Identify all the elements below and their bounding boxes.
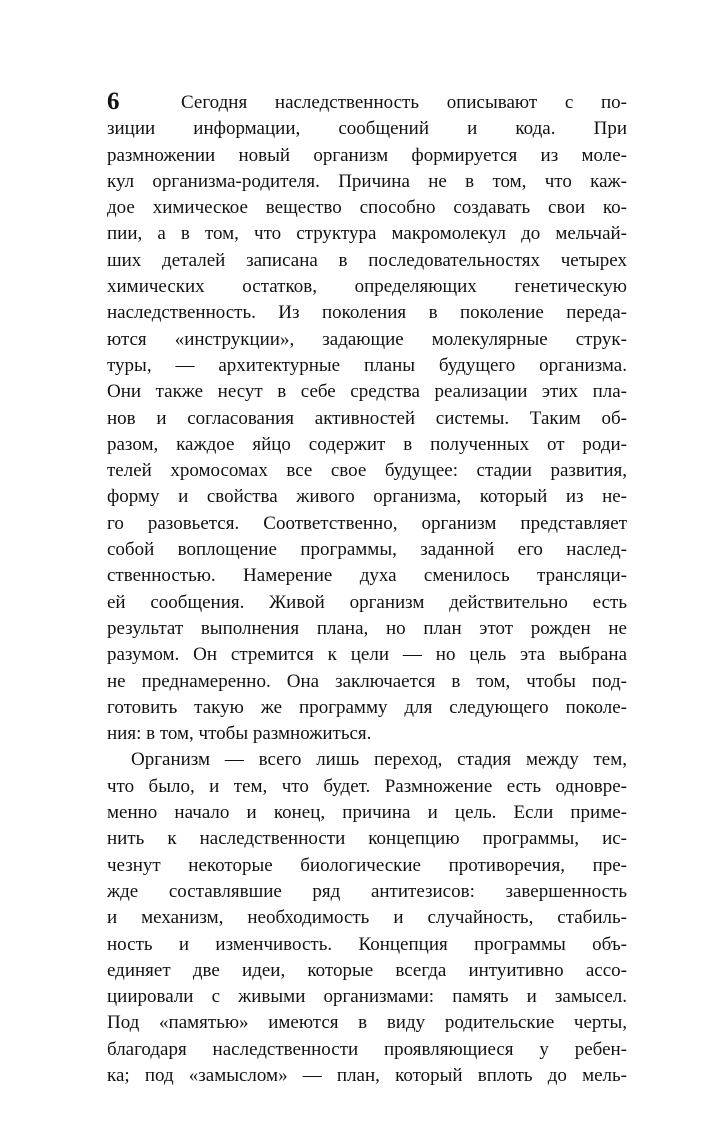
text-line: ственностью. Намерение духа сменилось трансляци- xyxy=(107,565,627,587)
text-line: Они также несут в себе средства реализации этих пла- xyxy=(107,381,627,403)
text-line: размножении новый организм формируется из моле- xyxy=(107,144,627,166)
text-line: телей хромосомах все свое будущее: стадии развития, xyxy=(107,460,627,482)
text-line: химических остатков, определяющих генетическую xyxy=(107,276,627,298)
text-line: ей сообщения. Живой организм действительно есть xyxy=(107,591,627,613)
text-line: ются «инструкции», задающие молекулярные струк- xyxy=(107,328,627,350)
text-line: дое химическое вещество способно создавать свои ко- xyxy=(107,197,627,219)
text-line: пии, а в том, что структура макромолекул до мельчай- xyxy=(107,223,627,245)
text-line: нов и согласования активностей системы. Таким об- xyxy=(107,407,627,429)
text-line: форму и свойства живого организма, который из не- xyxy=(107,486,627,508)
text-line: го разовьется. Соответственно, организм представляет xyxy=(107,512,627,534)
text-line: ния: в том, чтобы размножиться. xyxy=(107,723,372,745)
text-line: ность и изменчивость. Концепция программы объ- xyxy=(107,933,627,955)
text-line: жде составлявшие ряд антитезисов: завершенность xyxy=(107,880,627,902)
text-line: туры, — архитектурные планы будущего организма. xyxy=(107,354,627,376)
paragraph xyxy=(107,90,627,747)
text-line: Под «памятью» имеются в виду родительские черты, xyxy=(107,1012,627,1034)
text-line: Сегодня наследственность описывают с по- xyxy=(181,92,627,113)
text-line: зиции информации, сообщений и кода. При xyxy=(107,118,627,140)
body-text xyxy=(107,90,627,1089)
paragraph xyxy=(107,747,627,1089)
text-line: разом, каждое яйцо содержит в полученных от роди- xyxy=(107,433,627,455)
text-line: ка; под «замыслом» — план, который вплоть до мель- xyxy=(107,1064,627,1086)
text-line: кул организма-родителя. Причина не в том, что каж- xyxy=(107,170,627,192)
text-line: разумом. Он стремится к цели — но цель эта выбрана xyxy=(107,644,627,666)
text-line: благодаря наследственности проявляющиеся у ребен- xyxy=(107,1038,627,1060)
text-line: чезнут некоторые биологические противоречия, пре- xyxy=(107,854,627,876)
text-line: что было, и тем, что будет. Размножение есть одновре- xyxy=(107,775,627,797)
text-line: не преднамеренно. Она заключается в том, чтобы под- xyxy=(107,670,627,692)
text-line: Организм — всего лишь переход, стадия между тем, xyxy=(131,749,627,771)
page-number: 6 xyxy=(107,88,120,115)
text-line: и механизм, необходимость и случайность, стабиль- xyxy=(107,907,627,929)
text-line: ших деталей записана в последовательностях четырех xyxy=(107,249,627,271)
text-line: нить к наследственности концепцию программы, ис- xyxy=(107,828,627,850)
text-line: циировали с живыми организмами: память и замысел. xyxy=(107,986,627,1008)
text-line: наследственность. Из поколения в поколение переда- xyxy=(107,302,627,324)
text-line: менно начало и конец, причина и цель. Если приме- xyxy=(107,802,627,824)
text-line: готовить такую же программу для следующего поколе- xyxy=(107,696,627,718)
text-line: собой воплощение программы, заданной его наслед- xyxy=(107,539,627,561)
text-line: единяет две идеи, которые всегда интуитивно ассо- xyxy=(107,959,627,981)
text-line: результат выполнения плана, но план этот рожден не xyxy=(107,617,627,639)
